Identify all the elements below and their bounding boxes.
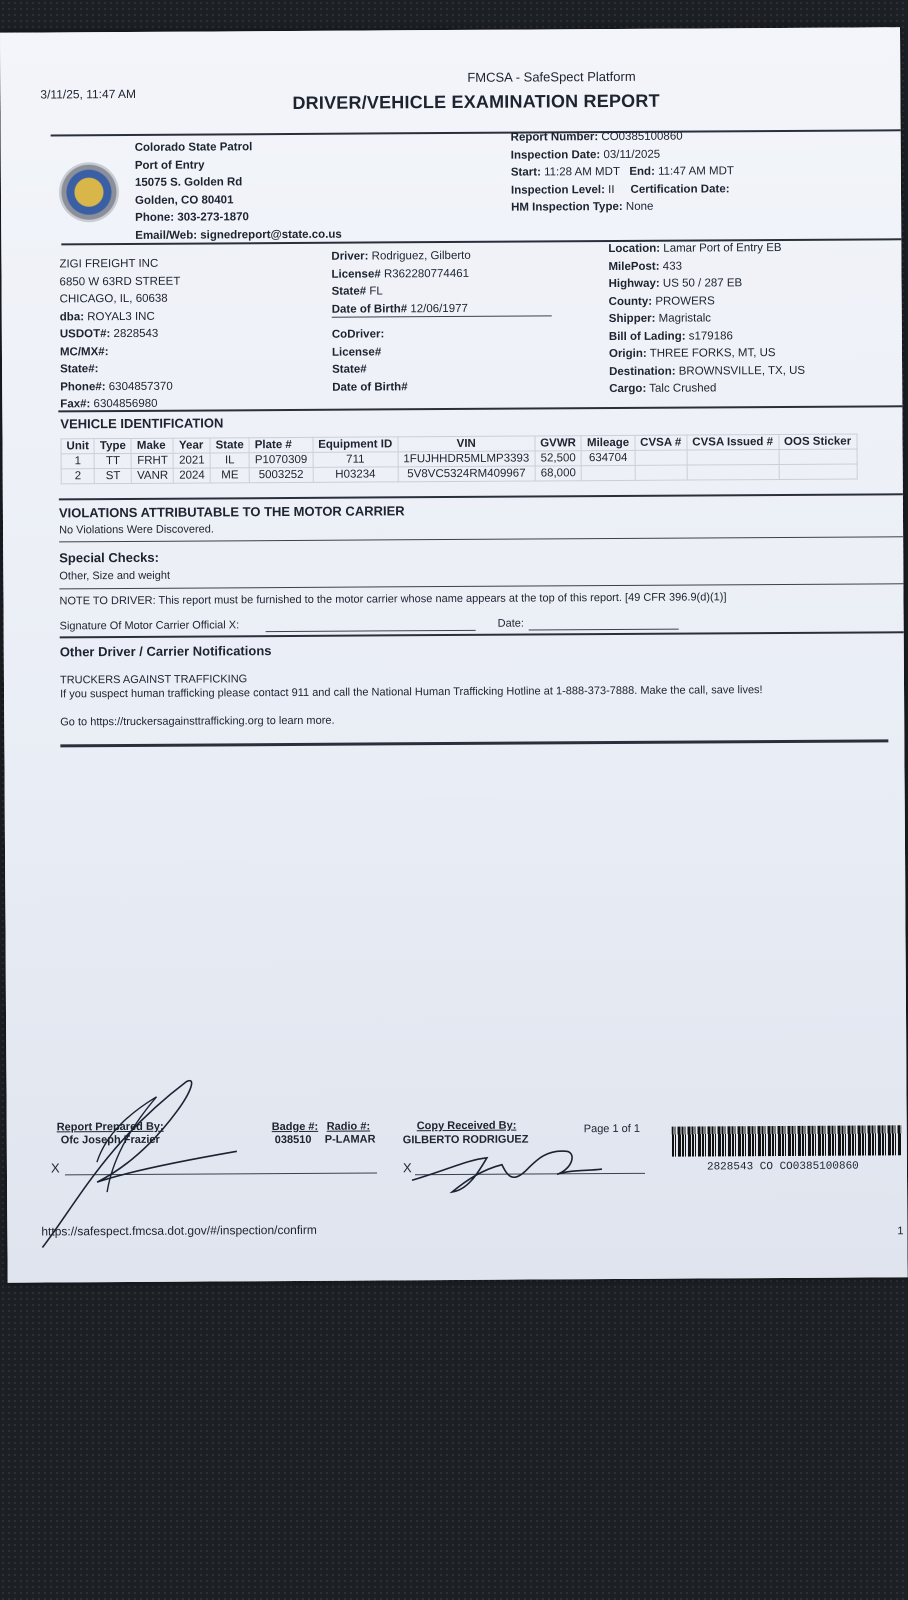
divider bbox=[59, 493, 903, 500]
report-number: CO0385100860 bbox=[601, 130, 683, 144]
page-indicator: Page 1 of 1 bbox=[583, 1122, 641, 1136]
inspection-level: II bbox=[608, 183, 615, 196]
col-type: Type bbox=[94, 438, 131, 453]
col-mileage: Mileage bbox=[581, 435, 634, 450]
driver-signature-icon bbox=[407, 1139, 607, 1200]
agency-name: Colorado State Patrol bbox=[134, 141, 253, 154]
badge-label: Badge #: bbox=[271, 1120, 319, 1134]
signature-label: Signature Of Motor Carrier Official X: bbox=[59, 619, 240, 633]
destination: BROWNSVILLE, TX, US bbox=[678, 364, 806, 378]
edge-number: 1 bbox=[897, 1225, 904, 1238]
table-row: 1 TT FRHT 2021 IL P1070309 711 1FUJHHDR5MLMP3393 52,500 634704 bbox=[61, 449, 857, 469]
vehicle-section-title: VEHICLE IDENTIFICATION bbox=[60, 415, 224, 432]
divider bbox=[60, 631, 904, 638]
special-checks-title: Special Checks: bbox=[59, 549, 159, 566]
violations-text: No Violations Were Discovered. bbox=[59, 523, 214, 537]
carrier-dba: ROYAL3 INC bbox=[87, 310, 155, 323]
divider bbox=[60, 739, 888, 747]
shipper: Magristalc bbox=[658, 312, 712, 325]
agency-unit: Port of Entry bbox=[134, 159, 205, 172]
carrier-name: ZIGI FREIGHT INC bbox=[59, 257, 159, 271]
col-vin: VIN bbox=[398, 436, 535, 452]
state-patrol-seal-icon bbox=[59, 162, 119, 222]
divider bbox=[59, 536, 903, 542]
location: Lamar Port of Entry EB bbox=[663, 241, 782, 255]
date-line bbox=[529, 629, 679, 631]
notifications-title: Other Driver / Carrier Notifications bbox=[59, 643, 272, 660]
report-page bbox=[0, 27, 908, 1282]
agency-phone: Phone: 303-273-1870 bbox=[135, 211, 249, 224]
carrier-phone: 6304857370 bbox=[108, 380, 173, 393]
officer-signature-icon bbox=[36, 1051, 257, 1252]
col-oos-sticker: OOS Sticker bbox=[778, 434, 856, 449]
vehicle-table bbox=[60, 434, 857, 485]
inspection-date: 03/11/2025 bbox=[603, 148, 661, 161]
violations-title: VIOLATIONS ATTRIBUTABLE TO THE MOTOR CARRIER bbox=[58, 503, 405, 521]
signature-line bbox=[266, 630, 476, 632]
table-row: 2 ST VANR 2024 ME 5003252 H03234 5V8VC5324RM409967 68,000 bbox=[61, 464, 857, 484]
agency-address1: 15075 S. Golden Rd bbox=[134, 176, 243, 189]
agency-address2: Golden, CO 80401 bbox=[134, 193, 234, 207]
agency-email: Email/Web: signedreport@state.co.us bbox=[135, 228, 342, 242]
prepared-by-name: Ofc Joseph Frazier bbox=[60, 1133, 160, 1147]
divider bbox=[58, 405, 902, 412]
start-time: 11:28 AM MDT bbox=[544, 165, 620, 179]
special-checks-text: Other, Size and weight bbox=[59, 569, 171, 583]
driver-state: FL bbox=[369, 285, 383, 298]
carrier-block: ZIGI FREIGHT INC 6850 W 63RD STREET CHICAGO, IL, 60638 dba: ROYAL3 INC USDOT#: 2828543 MC/MX#: State#: Phone#: 6304857370 Fax#: 6304856980 bbox=[59, 256, 181, 414]
col-unit: Unit bbox=[61, 439, 94, 454]
col-cvsa-issued: CVSA Issued # bbox=[687, 435, 779, 451]
driver-name: Rodriguez, Gilberto bbox=[371, 249, 471, 263]
bill-of-lading: s179186 bbox=[688, 329, 733, 343]
signature-x-mark: X bbox=[50, 1160, 60, 1176]
barcode-text: 2828543 CO CO0385100860 bbox=[706, 1160, 859, 1174]
driver-dob: 12/06/1977 bbox=[410, 302, 468, 315]
driver-block: Driver: Rodriguez, Gilberto License# R362280774461 State# FL Date of Birth# 12/06/1977 CoDriver: License# State# Date of Birth# bbox=[331, 249, 471, 394]
col-equipment-id: Equipment ID bbox=[313, 437, 398, 453]
date-label: Date: bbox=[497, 617, 524, 630]
divider bbox=[59, 583, 903, 589]
note-to-driver: NOTE TO DRIVER: This report must be furnished to the motor carrier whose name appears at the top of this report. [49 CFR 396.9(d)(1)] bbox=[59, 591, 727, 608]
carrier-fax: 6304856980 bbox=[93, 397, 158, 411]
highway: US 50 / 287 EB bbox=[662, 277, 743, 290]
divider bbox=[51, 129, 901, 136]
col-gvwr: GVWR bbox=[535, 436, 582, 451]
barcode-icon bbox=[672, 1125, 902, 1156]
platform-name: FMCSA - SafeSpect Platform bbox=[467, 68, 636, 85]
end-time: 11:47 AM MDT bbox=[658, 165, 734, 178]
signature-x-mark: X bbox=[402, 1160, 412, 1176]
driver-license: R362280774461 bbox=[383, 267, 470, 280]
county: PROWERS bbox=[655, 294, 715, 308]
notification-line1: TRUCKERS AGAINST TRAFFICKING bbox=[59, 673, 248, 687]
print-datetime: 3/11/25, 11:47 AM bbox=[40, 86, 137, 102]
col-year: Year bbox=[173, 438, 210, 453]
col-state: State bbox=[210, 438, 249, 453]
page-url: https://safespect.fmcsa.dot.gov/#/inspection/confirm bbox=[41, 1222, 317, 1239]
carrier-street: 6850 W 63RD STREET bbox=[59, 275, 181, 288]
badge-number: 038510 bbox=[274, 1133, 312, 1147]
radio-number: P-LAMAR bbox=[324, 1133, 376, 1146]
received-by-name: GILBERTO RODRIGUEZ bbox=[402, 1133, 529, 1147]
col-plate: Plate # bbox=[249, 437, 313, 452]
col-cvsa: CVSA # bbox=[635, 435, 687, 450]
notification-line3: Go to https://truckersagainsttrafficking.org to learn more. bbox=[60, 714, 335, 729]
cargo: Talc Crushed bbox=[649, 382, 717, 395]
report-info-block: Report Number: CO0385100860 Inspection Date: 03/11/2025 Start: 11:28 AM MDT End: 11:47 AM MDT Inspection Level: II Certification Date: HM Inspection Type: None bbox=[510, 130, 734, 214]
col-make: Make bbox=[131, 438, 173, 453]
milepost: 433 bbox=[662, 260, 682, 273]
hm-type: None bbox=[625, 200, 654, 213]
prepared-by-label: Report Prepared By: bbox=[56, 1120, 164, 1134]
origin: THREE FORKS, MT, US bbox=[649, 347, 776, 360]
trip-block: Location: Lamar Port of Entry EB MilePost: 433 Highway: US 50 / 287 EB County: PROWERS Shipper: Magristalc Bill of Lading: s179186 Origin: THREE FORKS, MT, US Destination: BROWNSVILLE, TX, US Cargo: Talc Crushed bbox=[608, 241, 806, 396]
carrier-city: CHICAGO, IL, 60638 bbox=[59, 292, 168, 306]
radio-label: Radio #: bbox=[326, 1120, 371, 1133]
usdot-number: 2828543 bbox=[113, 327, 159, 341]
received-by-label: Copy Received By: bbox=[416, 1119, 517, 1133]
notification-line2: If you suspect human trafficking please contact 911 and call the National Human Trafficking Hotline at 1-888-373-7888. Make the call, save lives! bbox=[60, 684, 763, 701]
report-title: DRIVER/VEHICLE EXAMINATION REPORT bbox=[292, 90, 660, 113]
agency-block bbox=[135, 139, 342, 245]
